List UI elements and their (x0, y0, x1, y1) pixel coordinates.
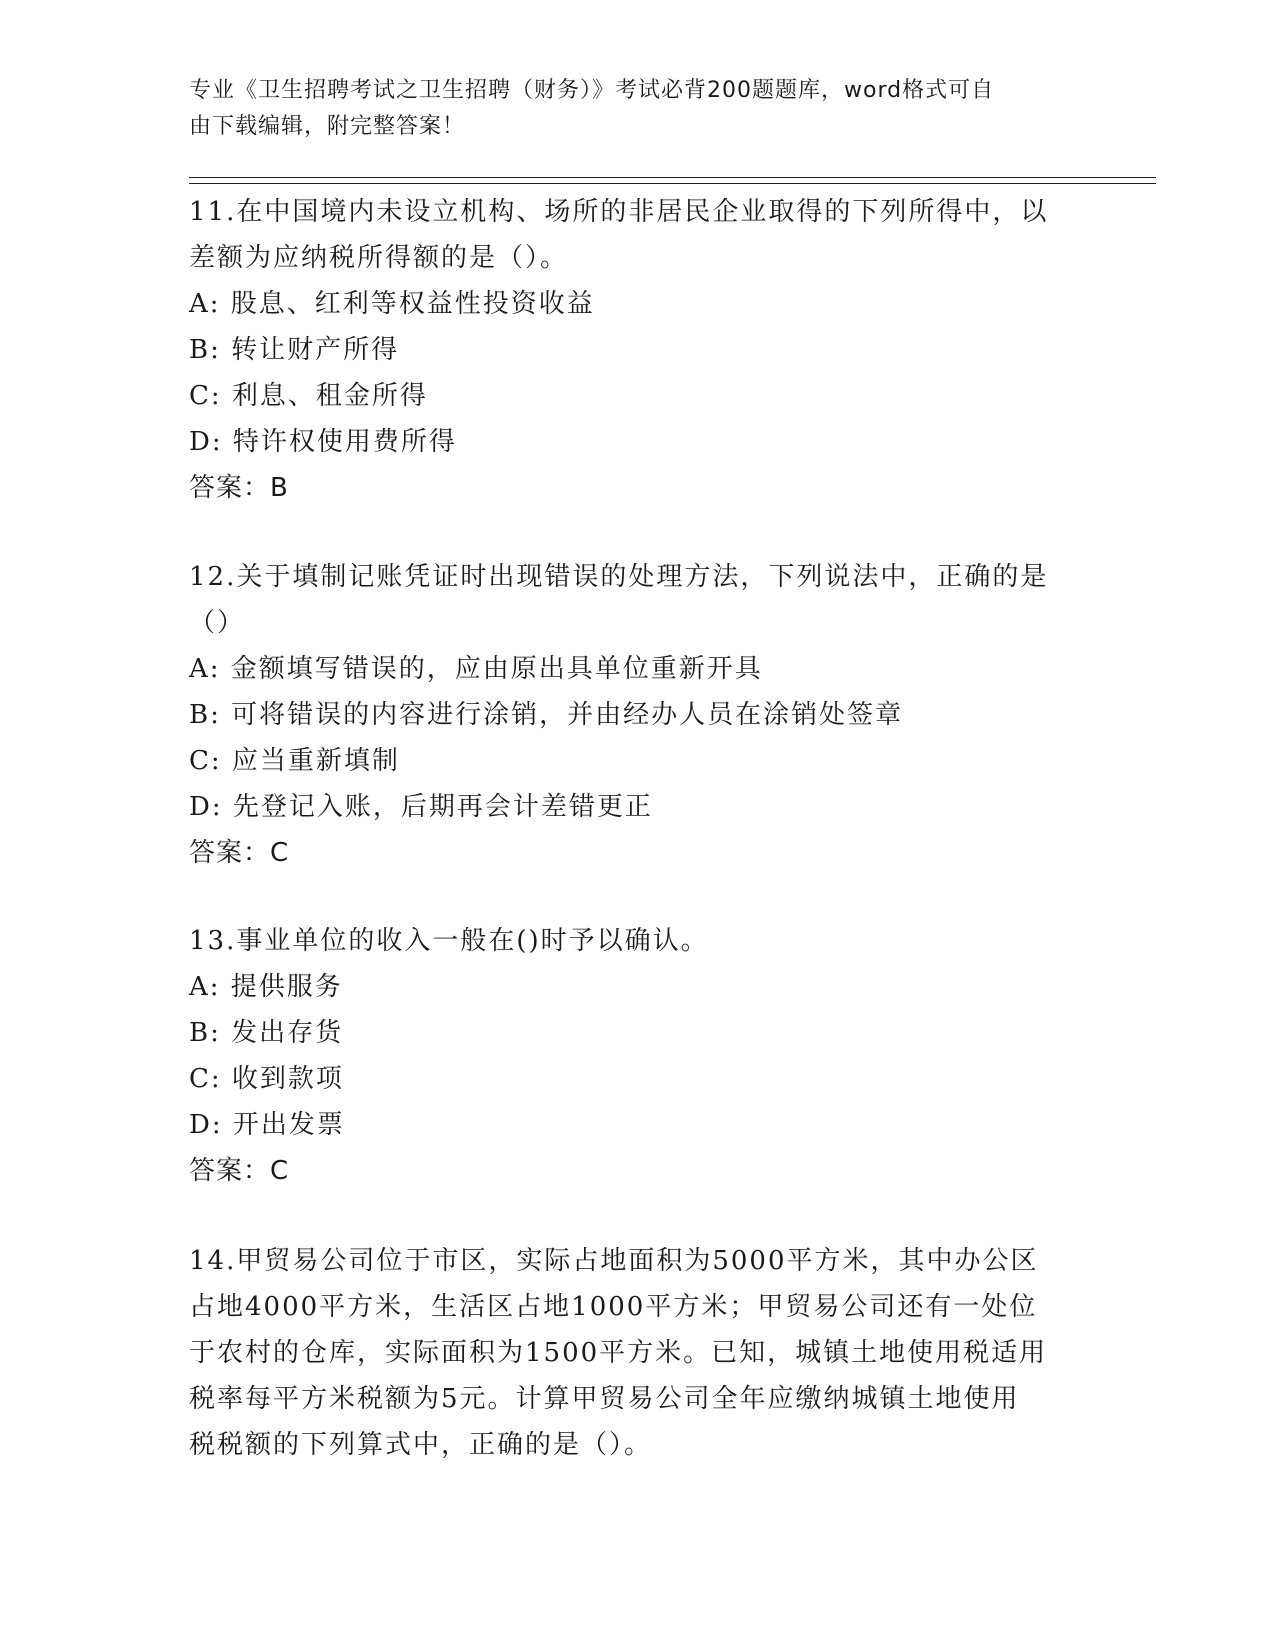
question-stem-line: 差额为应纳税所得额的是（）。 (189, 243, 569, 273)
option-b: B: 发出存货 (189, 1018, 344, 1048)
question-stem-line: 12.关于填制记账凭证时出现错误的处理方法，下列说法中，正确的是 (189, 562, 1049, 592)
option-a: A: 提供服务 (189, 972, 343, 1002)
question-11 (189, 189, 1089, 511)
question-stem-line: 11.在中国境内未设立机构、场所的非居民企业取得的下列所得中，以 (189, 197, 1049, 227)
option-c: C: 应当重新填制 (189, 746, 400, 776)
option-d: D: 开出发票 (189, 1110, 345, 1140)
option-c: C: 收到款项 (189, 1064, 344, 1094)
question-14 (189, 1238, 1089, 1468)
option-a: A: 股息、红利等权益性投资收益 (189, 289, 595, 319)
option-a: A: 金额填写错误的，应由原出具单位重新开具 (189, 654, 763, 684)
option-b: B: 可将错误的内容进行涂销，并由经办人员在涂销处签章 (189, 700, 904, 730)
option-d: D: 特许权使用费所得 (189, 427, 457, 457)
answer-line: 答案：C (189, 838, 290, 868)
question-stem-line: 13.事业单位的收入一般在()时予以确认。 (189, 926, 709, 956)
question-stem-line: 14.甲贸易公司位于市区，实际占地面积为5000平方米，其中办公区 (189, 1246, 1039, 1276)
header-divider-top (189, 177, 1156, 178)
question-stem-line: 于农村的仓库，实际面积为1500平方米。已知，城镇土地使用税适用 (189, 1338, 1048, 1368)
answer-line: 答案：C (189, 1156, 290, 1186)
question-12 (189, 554, 1089, 876)
question-stem-line: 税税额的下列算式中，正确的是（）。 (189, 1430, 653, 1460)
header-line-1: 专业《卫生招聘考试之卫生招聘（财务）》考试必背200题题库，word格式可自 (189, 78, 995, 103)
question-stem-line: 占地4000平方米，生活区占地1000平方米；甲贸易公司还有一处位 (189, 1292, 1038, 1322)
question-stem-line: 税率每平方米税额为5元。计算甲贸易公司全年应缴纳城镇土地使用 (189, 1384, 1020, 1414)
header-divider-bottom (189, 183, 1156, 184)
document-header (189, 73, 1089, 145)
answer-line: 答案：B (189, 473, 289, 503)
option-b: B: 转让财产所得 (189, 335, 400, 365)
header-line-2: 由下载编辑，附完整答案！ (189, 114, 466, 139)
question-13 (189, 918, 1089, 1194)
option-c: C: 利息、租金所得 (189, 381, 428, 411)
question-stem-line: （） (189, 608, 246, 638)
option-d: D: 先登记入账，后期再会计差错更正 (189, 792, 653, 822)
